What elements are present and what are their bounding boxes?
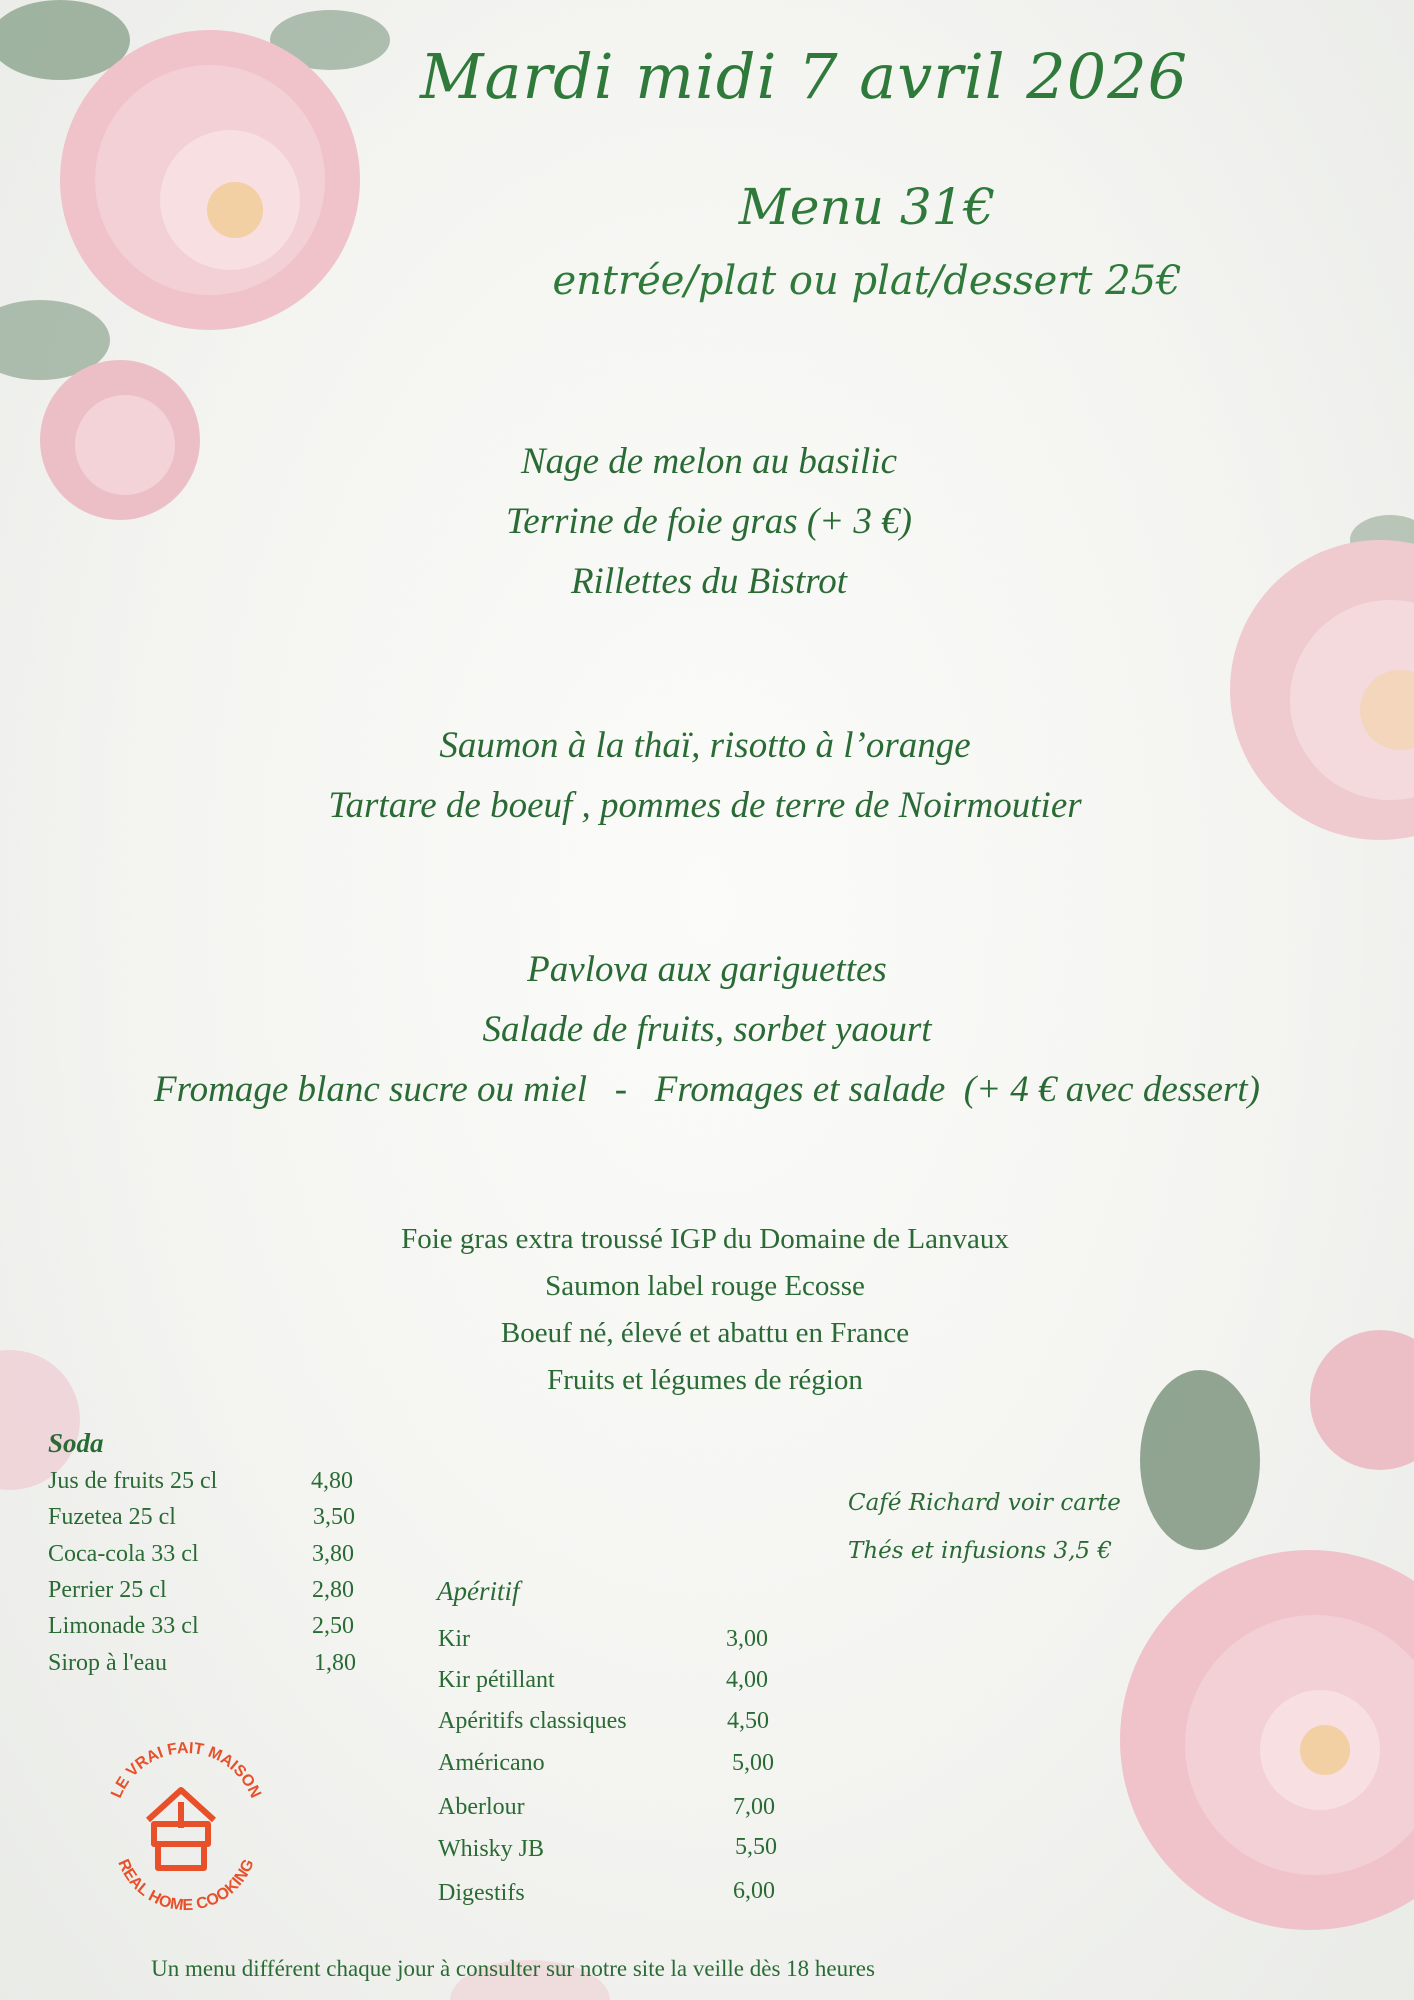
soda-item-price: 4,80	[311, 1468, 353, 1494]
tea-note: Thés et infusions 3,5 €	[848, 1538, 1112, 1564]
dessert-item: Fromage blanc sucre ou miel - Fromages et salade (+ 4 € avec dessert)	[154, 1069, 1260, 1110]
menu-date-title: Mardi midi 7 avril 2026	[420, 40, 1189, 113]
soda-item-price: 3,50	[313, 1504, 355, 1530]
soda-item-price: 2,80	[312, 1577, 354, 1603]
soda-title: Soda	[48, 1428, 104, 1458]
starters-list	[2, 432, 1414, 612]
origin-item: Fruits et légumes de région	[547, 1364, 863, 1396]
aperitif-title: Apéritif	[437, 1576, 520, 1606]
footer-note: Un menu différent chaque jour à consulter sur notre site la veille dès 18 heures	[151, 1956, 875, 1981]
starter-item: Terrine de foie gras (+ 3 €)	[506, 501, 912, 542]
aperitif-item-name: Américano	[438, 1750, 545, 1776]
dessert-item: Pavlova aux gariguettes	[527, 949, 887, 990]
aperitif-item-price: 4,50	[727, 1708, 769, 1734]
menu-price-title: Menu 31€	[738, 178, 996, 236]
soda-item-price: 2,50	[312, 1613, 354, 1639]
origin-item: Boeuf né, élevé et abattu en France	[500, 1317, 910, 1349]
soda-item-name: Coca-cola 33 cl	[48, 1541, 199, 1567]
aperitif-item-price: 4,00	[726, 1667, 768, 1693]
house-icon	[148, 1790, 214, 1868]
vrai-fait-maison-logo	[96, 1728, 276, 1918]
aperitif-item-name: Kir pétillant	[438, 1667, 555, 1693]
aperitif-item-price: 5,00	[732, 1750, 774, 1776]
starter-item: Rillettes du Bistrot	[570, 561, 848, 602]
menu-formula: entrée/plat ou plat/dessert 25€	[552, 258, 1182, 304]
mains-list	[0, 716, 1412, 836]
dessert-item: Salade de fruits, sorbet yaourt	[482, 1009, 932, 1050]
soda-item-name: Limonade 33 cl	[48, 1613, 199, 1639]
coffee-note: Café Richard voir carte	[848, 1490, 1121, 1516]
aperitif-item-name: Apéritifs classiques	[438, 1708, 627, 1734]
soda-item-price: 3,80	[312, 1541, 354, 1567]
soda-item-name: Jus de fruits 25 cl	[48, 1468, 218, 1494]
origins-list	[0, 1216, 1412, 1404]
aperitif-item-price: 5,50	[735, 1834, 777, 1860]
aperitif-item-name: Kir	[438, 1626, 470, 1652]
aperitif-item-name: Digestifs	[438, 1880, 525, 1906]
soda-item-name: Perrier 25 cl	[48, 1577, 167, 1603]
main-item: Saumon à la thaï, risotto à l’orange	[439, 725, 971, 766]
aperitif-item-price: 3,00	[726, 1626, 768, 1652]
main-item: Tartare de boeuf , pommes de terre de Noirmoutier	[328, 785, 1082, 826]
aperitif-item-name: Aberlour	[438, 1794, 525, 1820]
peony-bottom-right-decoration	[1120, 1320, 1414, 2000]
origin-item: Foie gras extra troussé IGP du Domaine de Lanvaux	[401, 1223, 1009, 1255]
logo-top-text: LE VRAI FAIT MAISON	[108, 1739, 264, 1801]
aperitif-item-name: Whisky JB	[438, 1836, 545, 1862]
starter-item: Nage de melon au basilic	[520, 441, 898, 482]
soda-item-price: 1,80	[314, 1650, 356, 1676]
desserts-list	[0, 940, 1414, 1120]
soda-item-name: Fuzetea 25 cl	[48, 1504, 176, 1530]
soda-item-name: Sirop à l'eau	[48, 1650, 167, 1676]
aperitif-item-price: 6,00	[733, 1878, 775, 1904]
origin-item: Saumon label rouge Ecosse	[545, 1270, 865, 1302]
logo-bottom-text: REAL HOME COOKING	[114, 1856, 258, 1915]
aperitif-item-price: 7,00	[733, 1794, 775, 1820]
